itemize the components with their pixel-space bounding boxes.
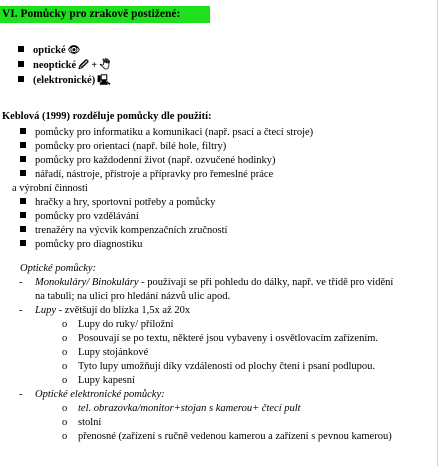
list-item: pomůcky pro diagnostiku [20,238,142,251]
category-nonoptical: neoptické 🖉 + 🖑 [18,59,110,72]
sub-list-item: o přenosné (zařízení s ručně vedenou kamerou a zařízení s pevnou kamerou) [62,431,392,442]
category-optical: optické 👁 [18,44,80,57]
sub-list-item: o stolní [62,417,102,428]
bullet-square-icon [20,156,26,162]
bullet-square-icon [20,212,26,218]
list-item: pomůcky pro vzdělávání [20,210,139,223]
category-electronic: (elektronické) 🖳 [18,74,111,87]
circle-bullet-icon: o [62,375,68,386]
keblova-heading: Keblová (1999) rozděluje pomůcky dle použití: [2,111,212,122]
list-item: pomůcky pro každodenní život (např. ozvučené hodinky) [20,154,276,167]
circle-bullet-icon: o [62,347,68,358]
dash-item-electronic: - Optické elektronické pomůcky: [19,389,165,400]
bullet-square-icon [18,61,24,67]
circle-bullet-icon: o [62,431,68,442]
optical-heading: Optické pomůcky: [20,263,97,274]
sub-list-item: o Lupy kapesní [62,375,135,386]
list-item: pomůcky pro orientaci (např. bílé hole, filtry) [20,140,226,153]
bullet-square-icon [20,240,26,246]
bullet-square-icon [20,128,26,134]
dash-item-monokulary: - Monokuláry/ Binokuláry - používají se při pohledu do dálky, např. ve třídě pro vidění [19,277,394,288]
circle-bullet-icon: o [62,417,68,428]
sub-list-item: o Posouvají se po textu, některé jsou vybaveny i osvětlovacím zařízením. [62,333,379,344]
bullet-square-icon [20,142,26,148]
sub-list-item: o Lupy stojánkové [62,347,149,358]
sub-list-item: o Lupy do ruky/ příložní [62,319,174,330]
list-item-continuation: a výrobní činnosti [12,183,88,194]
bullet-square-icon [18,76,24,82]
section-title: VI. Pomůcky pro zrakově postižené: [0,6,210,23]
bullet-square-icon [20,198,26,204]
sub-list-item: o tel. obrazovka/monitor+stojan s kamerou+ čtecí pult [62,403,301,414]
list-item: trenažéry na výcvik kompenzačních zručností [20,224,227,237]
eye-icon: 👁 [67,45,81,56]
circle-bullet-icon: o [62,403,68,414]
circle-bullet-icon: o [62,361,68,372]
dash-item-lupy: - Lupy - zvětšují do blízka 1,5x až 20x [19,305,191,316]
pen-hand-icon: 🖉 + 🖑 [78,60,111,71]
circle-bullet-icon: o [62,319,68,330]
list-item: hračky a hry, sportovní potřeby a pomůcky [20,196,215,209]
computer-icon: 🖳 [97,75,111,86]
bullet-square-icon [18,46,24,52]
dash-item-continuation: na tabuli; na ulici pro hledání názvů ulic apod. [35,291,231,302]
sub-list-item: o Tyto lupy umožňují díky vzdálenosti od plochy čtení i psaní podlupou. [62,361,376,372]
list-item: nářadí, nástroje, přístroje a přípravky pro řemeslné práce [20,168,273,181]
circle-bullet-icon: o [62,333,68,344]
list-item: pomůcky pro informatiku a komunikaci (např. psací a čtecí stroje) [20,126,313,139]
bullet-square-icon [20,170,26,176]
bullet-square-icon [20,226,26,232]
